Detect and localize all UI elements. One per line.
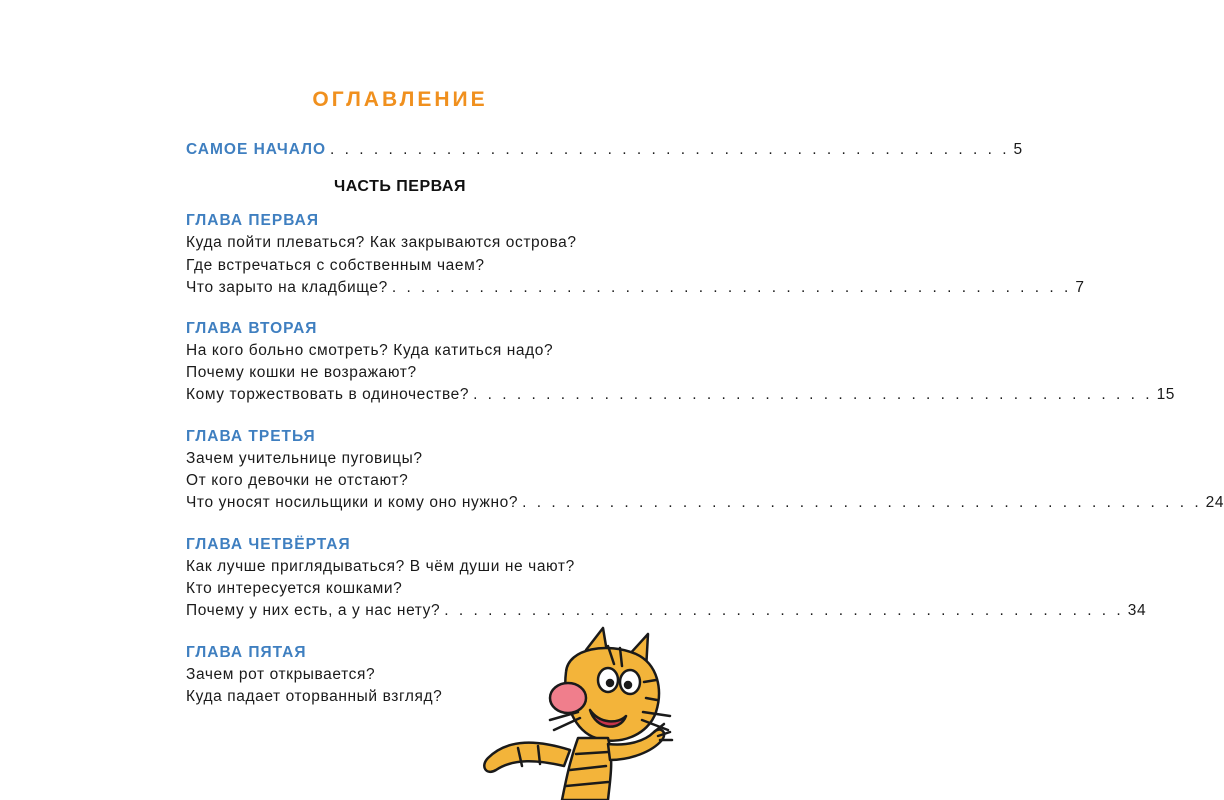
chapter-2-line-1: На кого больно смотреть? Куда катиться надо? — [186, 342, 554, 359]
chapter-4-line-1: Как лучше приглядываться? В чём души не чают? — [186, 558, 575, 575]
chapter-3-line-2: От кого девочки не отстают? — [186, 472, 409, 489]
chapter-2-page: 15 — [1156, 386, 1176, 403]
chapter-3-title: ГЛАВА ТРЕТЬЯ — [186, 428, 316, 445]
dot-leader: . . . . . . . . . . . . . . . . . . . . . . . . . . . . . . . . . . . . . . . . . . . . . . . — [391, 279, 1072, 296]
chapter-2-entry — [186, 384, 1176, 406]
chapter-3-entry — [186, 492, 1224, 514]
chapter-3-line-1: Зачем учительнице пуговицы? — [186, 450, 423, 467]
chapter-1-title: ГЛАВА ПЕРВАЯ — [186, 212, 319, 229]
chapter-2-line-3: Кому торжествовать в одиночестве? — [186, 386, 470, 403]
chapter-5-title: ГЛАВА ПЯТАЯ — [186, 644, 307, 661]
dot-leader: . . . . . . . . . . . . . . . . . . . . . . . . . . . . . . . . . . . . . . . . . . . . . . . — [522, 494, 1202, 511]
intro-label: САМОЕ НАЧАЛО — [186, 141, 327, 158]
chapter-4-title: ГЛАВА ЧЕТВЁРТАЯ — [186, 536, 351, 553]
chapter-2-title: ГЛАВА ВТОРАЯ — [186, 320, 318, 337]
chapter-5-line-1: Зачем рот открывается? — [186, 666, 376, 683]
chapter-5-line-2: Куда падает оторванный взгляд? — [186, 688, 443, 705]
chapter-4-entry — [186, 600, 1147, 622]
dot-leader: . . . . . . . . . . . . . . . . . . . . . . . . . . . . . . . . . . . . . . . . . . . . . . . — [330, 141, 1010, 158]
chapter-1-line-3: Что зарыто на кладбище? — [186, 279, 388, 296]
chapter-1-page: 7 — [1075, 279, 1085, 296]
intro-page: 5 — [1013, 141, 1023, 158]
chapter-4-line-2: Кто интересуется кошками? — [186, 580, 403, 597]
chapter-3-line-3: Что уносят носильщики и кому оно нужно? — [186, 494, 519, 511]
chapter-3-page: 24 — [1205, 494, 1224, 511]
part-heading: ЧАСТЬ ПЕРВАЯ — [334, 178, 466, 195]
chapter-1-line-2: Где встречаться с собственным чаем? — [186, 257, 485, 274]
chapter-4-page: 34 — [1127, 602, 1147, 619]
dot-leader: . . . . . . . . . . . . . . . . . . . . . . . . . . . . . . . . . . . . . . . . . . . . . . . — [473, 386, 1153, 403]
toc-title: ОГЛАВЛЕНИЕ — [312, 88, 488, 111]
dot-leader: . . . . . . . . . . . . . . . . . . . . . . . . . . . . . . . . . . . . . . . . . . . . . . . — [444, 602, 1124, 619]
chapter-2-line-2: Почему кошки не возражают? — [186, 364, 417, 381]
chapter-1-entry — [186, 277, 1085, 299]
chapter-4-line-3: Почему у них есть, а у нас нету? — [186, 602, 441, 619]
chapter-1-line-1: Куда пойти плеваться? Как закрываются острова? — [186, 234, 577, 251]
toc-entry-intro — [186, 139, 1023, 161]
cartoon-cat-illustration — [458, 620, 688, 800]
